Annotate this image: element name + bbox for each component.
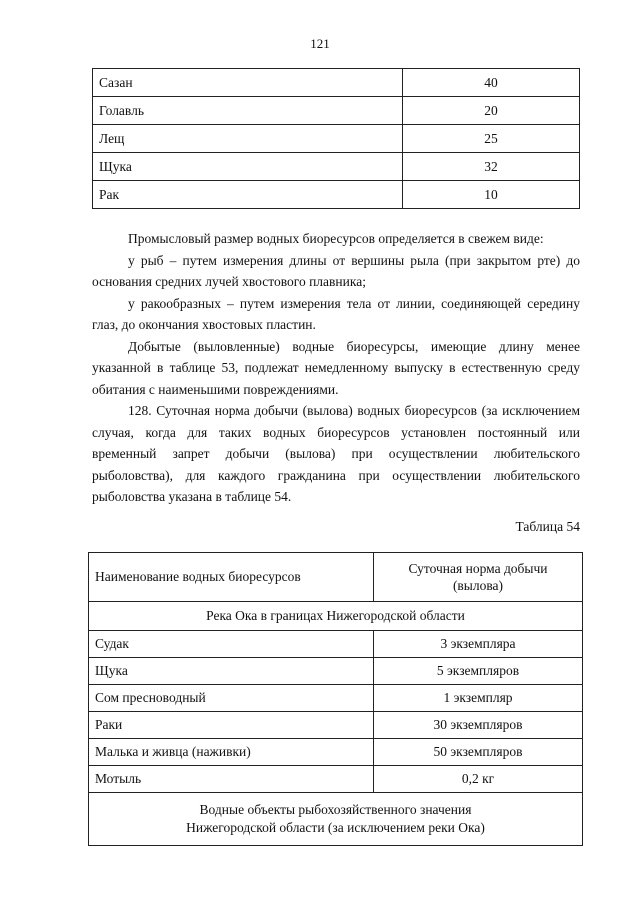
table-row [93, 97, 580, 125]
norm-cell: 3 экземпляра [374, 631, 583, 658]
table-row [89, 685, 583, 712]
paragraph: Добытые (выловленные) водные биоресурсы, имеющие длину менее указанной в таблице 53, подлежат немедленному выпуску в естественную среду обитания с наименьшими повреждениями. [92, 338, 580, 397]
paragraph: 128. Суточная норма добычи (вылова) водных биоресурсов (за исключением случая, когда для таких водных биоресурсов установлен постоянный или временный запрет добычи (вылова) при осуществлении любительского рыболовства), для каждого гражданина при осуществлении любительского рыболовства указана в таблице 54. [92, 403, 580, 504]
species-cell: Раки [89, 712, 374, 739]
table-row [89, 658, 583, 685]
size-cell: 25 [403, 125, 580, 153]
norm-cell: 1 экземпляр [374, 685, 583, 712]
size-cell: 32 [403, 153, 580, 181]
table-section-row [89, 793, 583, 846]
column-header-norm-line2: (вылова) [452, 578, 504, 593]
table-row [93, 181, 580, 209]
size-cell: 20 [403, 97, 580, 125]
size-cell: 40 [403, 69, 580, 97]
size-cell: 10 [403, 181, 580, 209]
section-title-line2: Нижегородской области (за исключением реки Ока) [186, 820, 485, 835]
table-row [89, 766, 583, 793]
paragraph: у рыб – путем измерения длины от вершины рыла (при закрытом рте) до основания средних лучей хвостового плавника; [92, 252, 580, 289]
table-section-row [89, 602, 583, 631]
species-cell: Судак [89, 631, 374, 658]
table-row [93, 153, 580, 181]
norm-cell: 5 экземпляров [374, 658, 583, 685]
table-row [89, 712, 583, 739]
species-cell: Мотыль [89, 766, 374, 793]
table-caption: Таблица 54 [515, 519, 580, 534]
table-header-row [89, 553, 583, 602]
paragraph: у ракообразных – путем измерения тела от линии, соединяющей середину глаз, до окончания хвостовых пластин. [92, 295, 580, 332]
species-cell: Голавль [93, 97, 403, 125]
species-cell: Сазан [93, 69, 403, 97]
table-row [89, 739, 583, 766]
species-cell: Сом пресноводный [89, 685, 374, 712]
fish-size-table [92, 68, 580, 209]
section-title [89, 793, 583, 846]
species-cell: Малька и живца (наживки) [89, 739, 374, 766]
species-cell: Щука [89, 658, 374, 685]
species-cell: Щука [93, 153, 403, 181]
column-header-norm [374, 553, 583, 602]
norm-cell: 30 экземпляров [374, 712, 583, 739]
page-number: 121 [310, 36, 330, 51]
section-title-line1: Водные объекты рыбохозяйственного значения [199, 802, 472, 817]
table-row [93, 125, 580, 153]
paragraph: Промысловый размер водных биоресурсов определяется в свежем виде: [128, 231, 544, 246]
section-title: Река Ока в границах Нижегородской области [89, 602, 583, 631]
body-text [92, 228, 580, 508]
table-row [93, 69, 580, 97]
species-cell: Лещ [93, 125, 403, 153]
column-header-species: Наименование водных биоресурсов [89, 553, 374, 602]
daily-norm-table [88, 552, 583, 846]
norm-cell: 0,2 кг [374, 766, 583, 793]
species-cell: Рак [93, 181, 403, 209]
column-header-norm-line1: Суточная норма добычи [408, 561, 548, 576]
norm-cell: 50 экземпляров [374, 739, 583, 766]
table-row [89, 631, 583, 658]
